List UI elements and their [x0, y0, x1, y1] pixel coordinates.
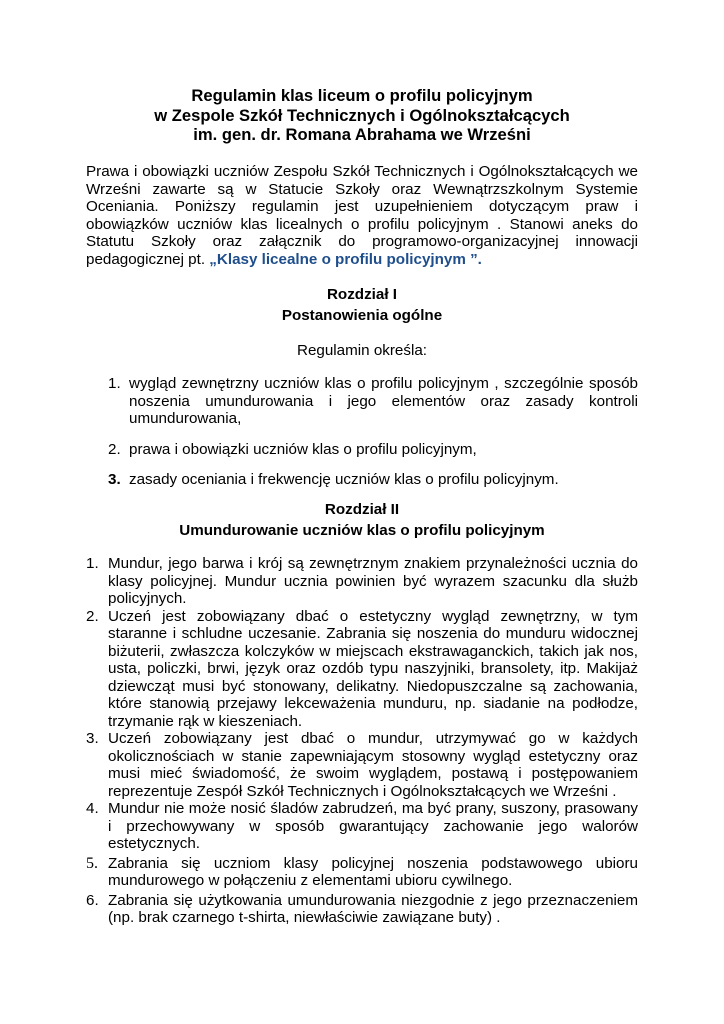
list-item	[86, 441, 638, 459]
item-text: Mundur nie może nosić śladów zabrudzeń, ma być prany, suszony, prasowany i przechowywany w sposób gwarantujący zachowanie jego walorów estetycznych.	[108, 800, 638, 852]
chapter-1-list	[86, 375, 638, 489]
intro-text: Prawa i obowiązki uczniów Zespołu Szkół Technicznych i Ogólnokształcących we Wrześni zawarte są w Statucie Szkoły oraz Wewnątrzszkolnym Systemie Oceniania. Poniższy regulamin jest uzupełnieniem dotyczącym praw i obowiązków uczniów klas licealnych o profilu policyjnym . Stanowi aneks do Statutu Szkoły oraz załącznik do programowo-organizacyjnej innowacji pedagogicznej pt.	[86, 163, 638, 268]
item-text: Uczeń zobowiązany jest dbać o mundur, utrzymywać go w każdych okolicznościach w stanie zapewniającym stosowny wygląd estetyczny oraz musi mieć świadomość, że swoim wyglądem, postawą i postępowaniem reprezentuje Zespół Szkół Technicznych i Ogólnokształcących we Wrześni .	[108, 730, 638, 800]
list-item	[86, 375, 638, 428]
item-number: 2.	[108, 440, 121, 458]
chapter-2-number: Rozdział II	[324, 501, 400, 518]
item-text: prawa i obowiązki uczniów klas o profilu policyjnym,	[129, 440, 477, 458]
item-text: Mundur, jego barwa i krój są zewnętrznym znakiem przynależności ucznia do klasy policyjnej. Mundur ucznia powinien być wyrazem szacunku dla służb policyjnych.	[108, 555, 638, 607]
item-text: zasady oceniania i frekwencję uczniów klas o profilu policyjnym.	[129, 471, 559, 488]
list-item	[86, 892, 638, 927]
list-item	[86, 555, 638, 608]
item-number: 3.	[86, 730, 99, 747]
chapter-2-heading	[86, 501, 638, 539]
item-number: 1.	[86, 555, 99, 572]
chapter-2-title: Umundurowanie uczniów klas o profilu policyjnym	[179, 521, 545, 539]
title-line-3: im. gen. dr. Romana Abrahama we Wrześni	[193, 125, 531, 144]
item-number: 3.	[108, 471, 121, 488]
title-line-1: Regulamin klas liceum o profilu policyjnym	[191, 86, 533, 105]
chapter-1-heading	[86, 286, 638, 324]
innovation-title-link: „Klasy licealne o profilu policyjnym ”.	[209, 250, 482, 268]
list-item	[86, 800, 638, 853]
item-text: Zabrania się użytkowania umundurowania niezgodnie z jego przeznaczeniem (np. brak czarnego t-shirta, niewłaściwie zawiązane buty) .	[108, 891, 638, 926]
chapter-1-title: Postanowienia ogólne	[281, 306, 443, 324]
list-item	[86, 855, 638, 890]
list-item	[86, 608, 638, 731]
title-line-2: w Zespole Szkół Technicznych i Ogólnokształcących	[154, 105, 570, 125]
item-text: Zabrania się uczniom klasy policyjnej noszenia podstawowego ubioru mundurowego w połączeniu z elementami ubioru cywilnego.	[108, 854, 638, 889]
item-number: 6.	[86, 891, 99, 909]
document-title	[86, 86, 638, 145]
item-number: 5.	[86, 854, 98, 872]
chapter-1-number: Rozdział I	[326, 286, 398, 303]
chapter-1-lead: Regulamin określa:	[297, 342, 427, 359]
item-text: wygląd zewnętrzny uczniów klas o profilu policyjnym , szczególnie sposób noszenia umundurowania i jego elementów oraz zasady kontroli umundurowania,	[129, 375, 638, 427]
item-number: 1.	[108, 375, 121, 392]
list-item	[86, 730, 638, 800]
list-item	[86, 471, 638, 489]
intro-paragraph	[86, 163, 638, 268]
item-number: 2.	[86, 607, 99, 625]
item-text: Uczeń jest zobowiązany dbać o estetyczny wygląd zewnętrzny, w tym staranne i schludne uczesanie. Zabrania się noszenia do munduru widocznej biżuterii, zwłaszcza kolczyków w miejscach ekstrawaganckich, takich jak nos, usta, policzki, brwi, język oraz ozdób typu naszyjniki, bransolety, itp. Makijaż dziewcząt musi być stonowany, delikatny. Niedopuszczalne są zachowania, które stanowią przejawy lekceważenia munduru, np. siadanie na podłodze, trzymanie rąk w kieszeniach.	[108, 607, 638, 730]
chapter-2-list	[86, 555, 638, 927]
item-number: 4.	[86, 800, 99, 817]
